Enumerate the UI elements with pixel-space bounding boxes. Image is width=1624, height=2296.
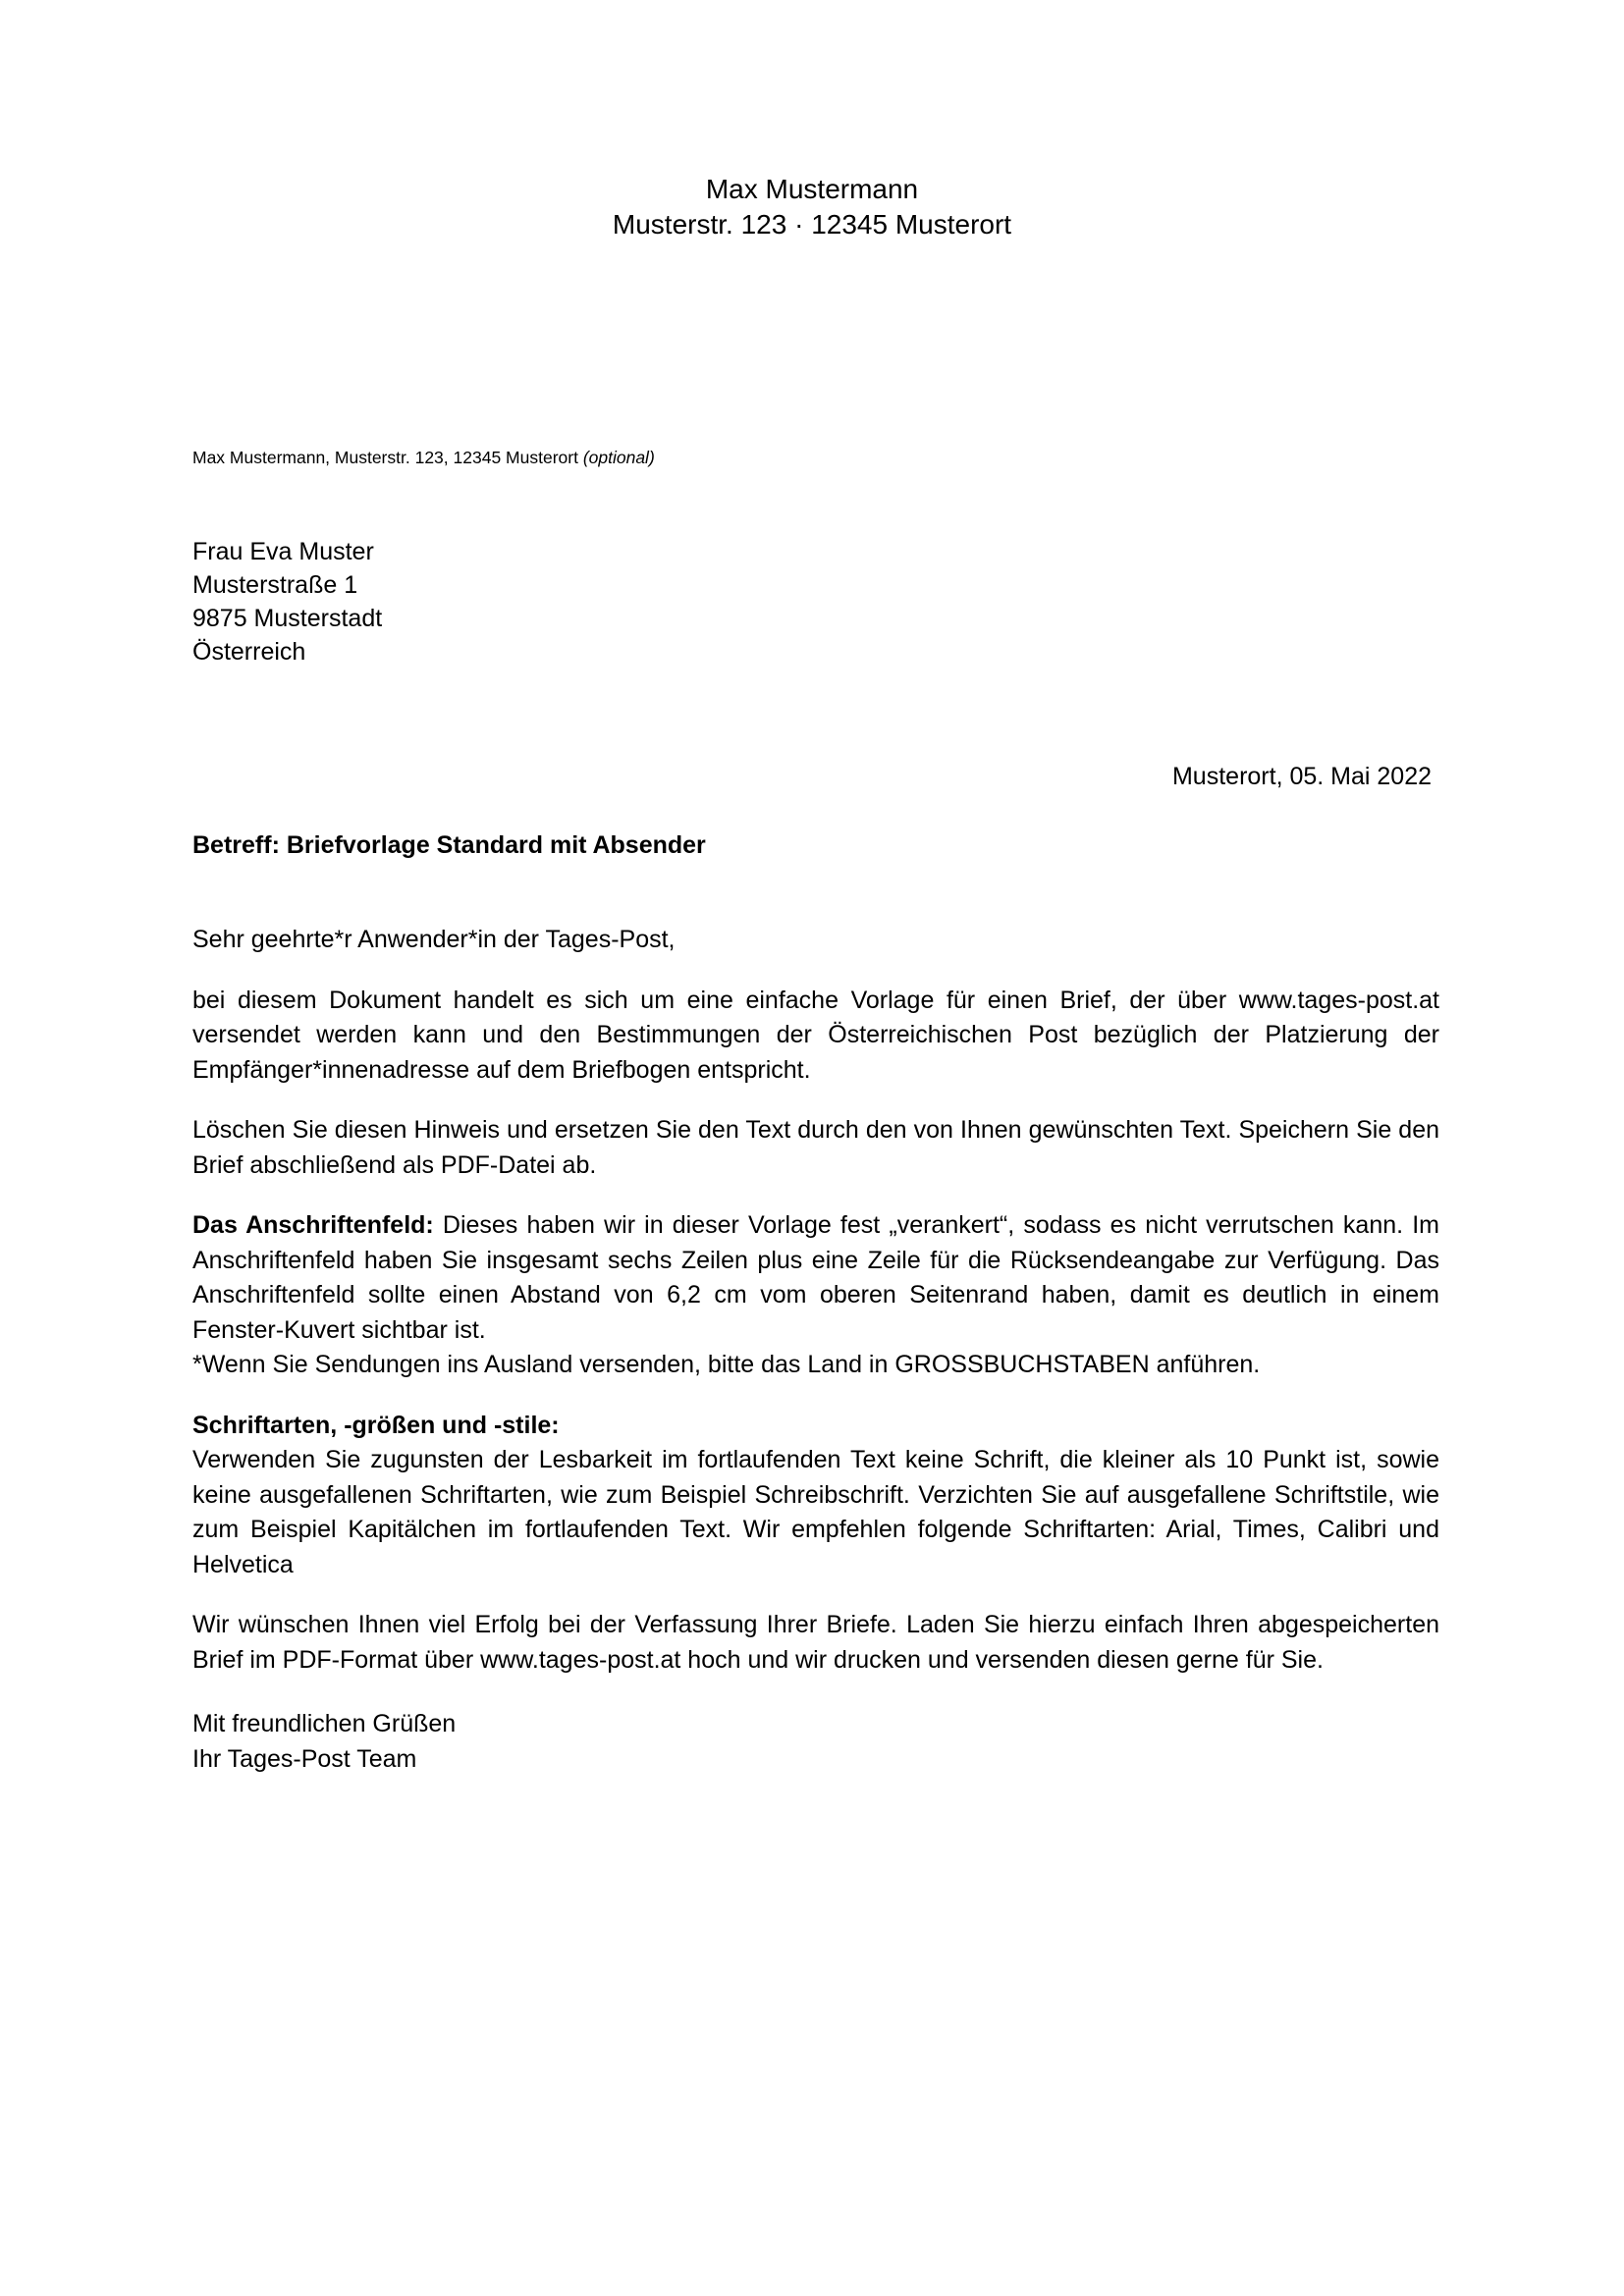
return-address-text: Max Mustermann, Musterstr. 123, 12345 Musterort xyxy=(192,448,583,467)
recipient-line-3: 9875 Musterstadt xyxy=(192,605,383,632)
letterhead xyxy=(0,172,1624,243)
closing-line-1: Mit freundlichen Grüßen xyxy=(192,1710,457,1737)
recipient-line-1: Frau Eva Muster xyxy=(192,538,374,565)
recipient-line-2: Musterstraße 1 xyxy=(192,571,358,599)
closing-block xyxy=(192,1707,1439,1777)
body-paragraph-5: Verwenden Sie zugunsten der Lesbarkeit im fortlaufenden Text keine Schrift, die kleiner als 10 Punkt ist, sowie keine ausgefallenen Schriftarten, wie zum Beispiel Schreibschrift. Verzichten Sie auf ausgefallene Schriftstile, wie zum Beispiel Kapitälchen im fortlaufenden Text. Wir empfehlen folgende Schriftarten: Arial, Times, Calibri und Helvetica xyxy=(192,1446,1439,1578)
salutation: Sehr geehrte*r Anwender*in der Tages-Post, xyxy=(192,926,676,953)
recipient-address-block xyxy=(192,535,382,668)
body-paragraph-1: bei diesem Dokument handelt es sich um eine einfache Vorlage für einen Brief, der über www.tages-post.at versendet werden kann und den Bestimmungen der Österreichischen Post bezüglich der Platzierung der Empfänger*innenadresse auf dem Briefbogen entspricht. xyxy=(192,986,1439,1084)
letter-body xyxy=(192,923,1439,1777)
return-address-line xyxy=(192,447,655,469)
closing-line-2: Ihr Tages-Post Team xyxy=(192,1744,417,1773)
return-address-optional-note: (optional) xyxy=(582,448,655,467)
fonts-heading-text: Schriftarten, -größen und -stile: xyxy=(192,1411,560,1439)
body-paragraph-3 xyxy=(192,1208,1439,1348)
body-paragraph-3-heading: Das Anschriftenfeld: xyxy=(192,1211,434,1239)
body-paragraph-2: Löschen Sie diesen Hinweis und ersetzen Sie den Text durch den von Ihnen gewünschten Text. Speichern Sie den Brief abschließend als PDF-Datei ab. xyxy=(192,1116,1439,1179)
body-paragraph-6: Wir wünschen Ihnen viel Erfolg bei der Verfassung Ihrer Briefe. Laden Sie hierzu einfach Ihren abgespeicherten Brief im PDF-Format über www.tages-post.at hoch und wir drucken und versenden diesen gerne für Sie. xyxy=(192,1611,1439,1674)
letterhead-name: Max Mustermann xyxy=(705,174,919,204)
body-paragraph-3-text: Dieses haben wir in dieser Vorlage fest „verankert“, sodass es nicht verrutschen kann. Im Anschriftenfeld haben Sie insgesamt sechs Zeilen plus eine Zeile für die Rücksendeangabe zur Verfügung. Das Anschriftenfeld sollte einen Abstand von 6,2 cm vom oberen Seitenrand haben, damit es deutlich in einem Fenster-Kuvert sichtbar ist. xyxy=(192,1211,1439,1344)
subject-line: Betreff: Briefvorlage Standard mit Absender xyxy=(192,831,706,859)
recipient-line-4: Österreich xyxy=(192,638,306,666)
body-paragraph-4: *Wenn Sie Sendungen ins Ausland versenden, bitte das Land in GROSSBUCHSTABEN anführen. xyxy=(192,1351,1261,1378)
place-and-date: Musterort, 05. Mai 2022 xyxy=(1171,763,1432,790)
letterhead-address: Musterstr. 123 · 12345 Musterort xyxy=(612,209,1012,240)
body-paragraph-5-heading xyxy=(192,1409,1439,1444)
